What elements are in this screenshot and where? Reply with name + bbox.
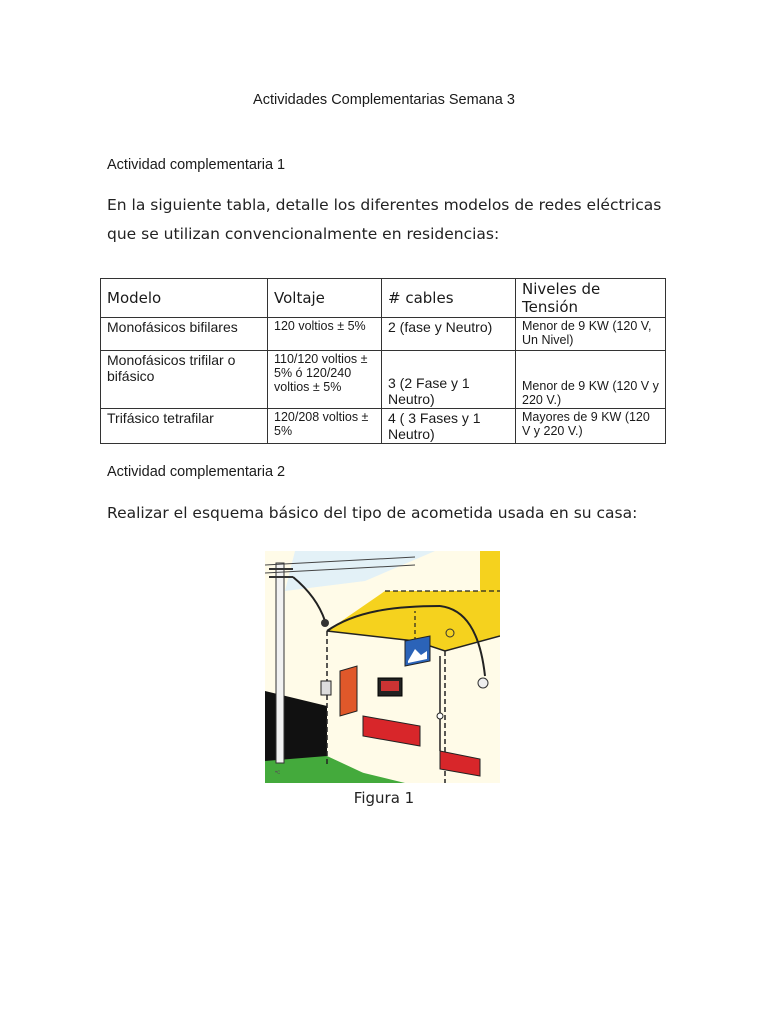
utility-pole — [276, 563, 284, 763]
cell-cables: 3 (2 Fase y 1 Neutro) — [382, 351, 516, 409]
service-entrance — [321, 619, 329, 627]
cell-modelo: Trifásico tetrafilar — [101, 409, 268, 444]
header-cables: # cables — [382, 279, 516, 318]
table-row — [101, 351, 666, 409]
figure-caption: Figura 1 — [353, 789, 415, 807]
light-fixture — [478, 678, 488, 688]
television-screen — [381, 681, 399, 691]
header-niveles: Niveles de Tensión — [516, 279, 666, 318]
cell-niveles: Menor de 9 KW (120 V y 220 V.) — [516, 351, 666, 409]
cell-modelo: Monofásicos trifilar o bifásico — [101, 351, 268, 409]
cell-modelo: Monofásicos bifilares — [101, 318, 268, 351]
cell-voltaje: 120/208 voltios ± 5% — [268, 409, 382, 444]
figure-corner-mark: •c — [275, 770, 281, 776]
table-row — [101, 318, 666, 351]
cell-voltaje: 110/120 voltios ± 5% ó 120/240 voltios ± 5% — [268, 351, 382, 409]
meter-box — [321, 681, 331, 695]
cell-cables: 2 (fase y Neutro) — [382, 318, 516, 351]
activity-1-text: En la siguiente tabla, detalle los diferentes modelos de redes eléctricas que se utilizan convencionalmente en residencias: — [107, 196, 662, 243]
cell-niveles: Mayores de 9 KW (120 V y 220 V.) — [516, 409, 666, 444]
table-row — [101, 409, 666, 444]
table-header-row — [101, 279, 666, 318]
outlet — [437, 713, 443, 719]
activity-2-heading: Actividad complementaria 2 — [107, 464, 286, 480]
cell-voltaje: 120 voltios ± 5% — [268, 318, 382, 351]
cell-niveles: Menor de 9 KW (120 V, Un Nivel) — [516, 318, 666, 351]
header-voltaje: Voltaje — [268, 279, 382, 318]
page-title: Actividades Complementarias Semana 3 — [253, 92, 515, 108]
electrical-networks-table — [100, 278, 666, 444]
door — [340, 666, 357, 716]
house-wiring-illustration — [265, 551, 500, 783]
header-modelo: Modelo — [101, 279, 268, 318]
upper-wall-corner — [480, 551, 500, 596]
activity-1-heading: Actividad complementaria 1 — [107, 157, 286, 173]
cell-cables: 4 ( 3 Fases y 1 Neutro) — [382, 409, 516, 444]
activity-2-text: Realizar el esquema básico del tipo de acometida usada en su casa: — [107, 504, 638, 522]
light-fixture — [446, 629, 454, 637]
